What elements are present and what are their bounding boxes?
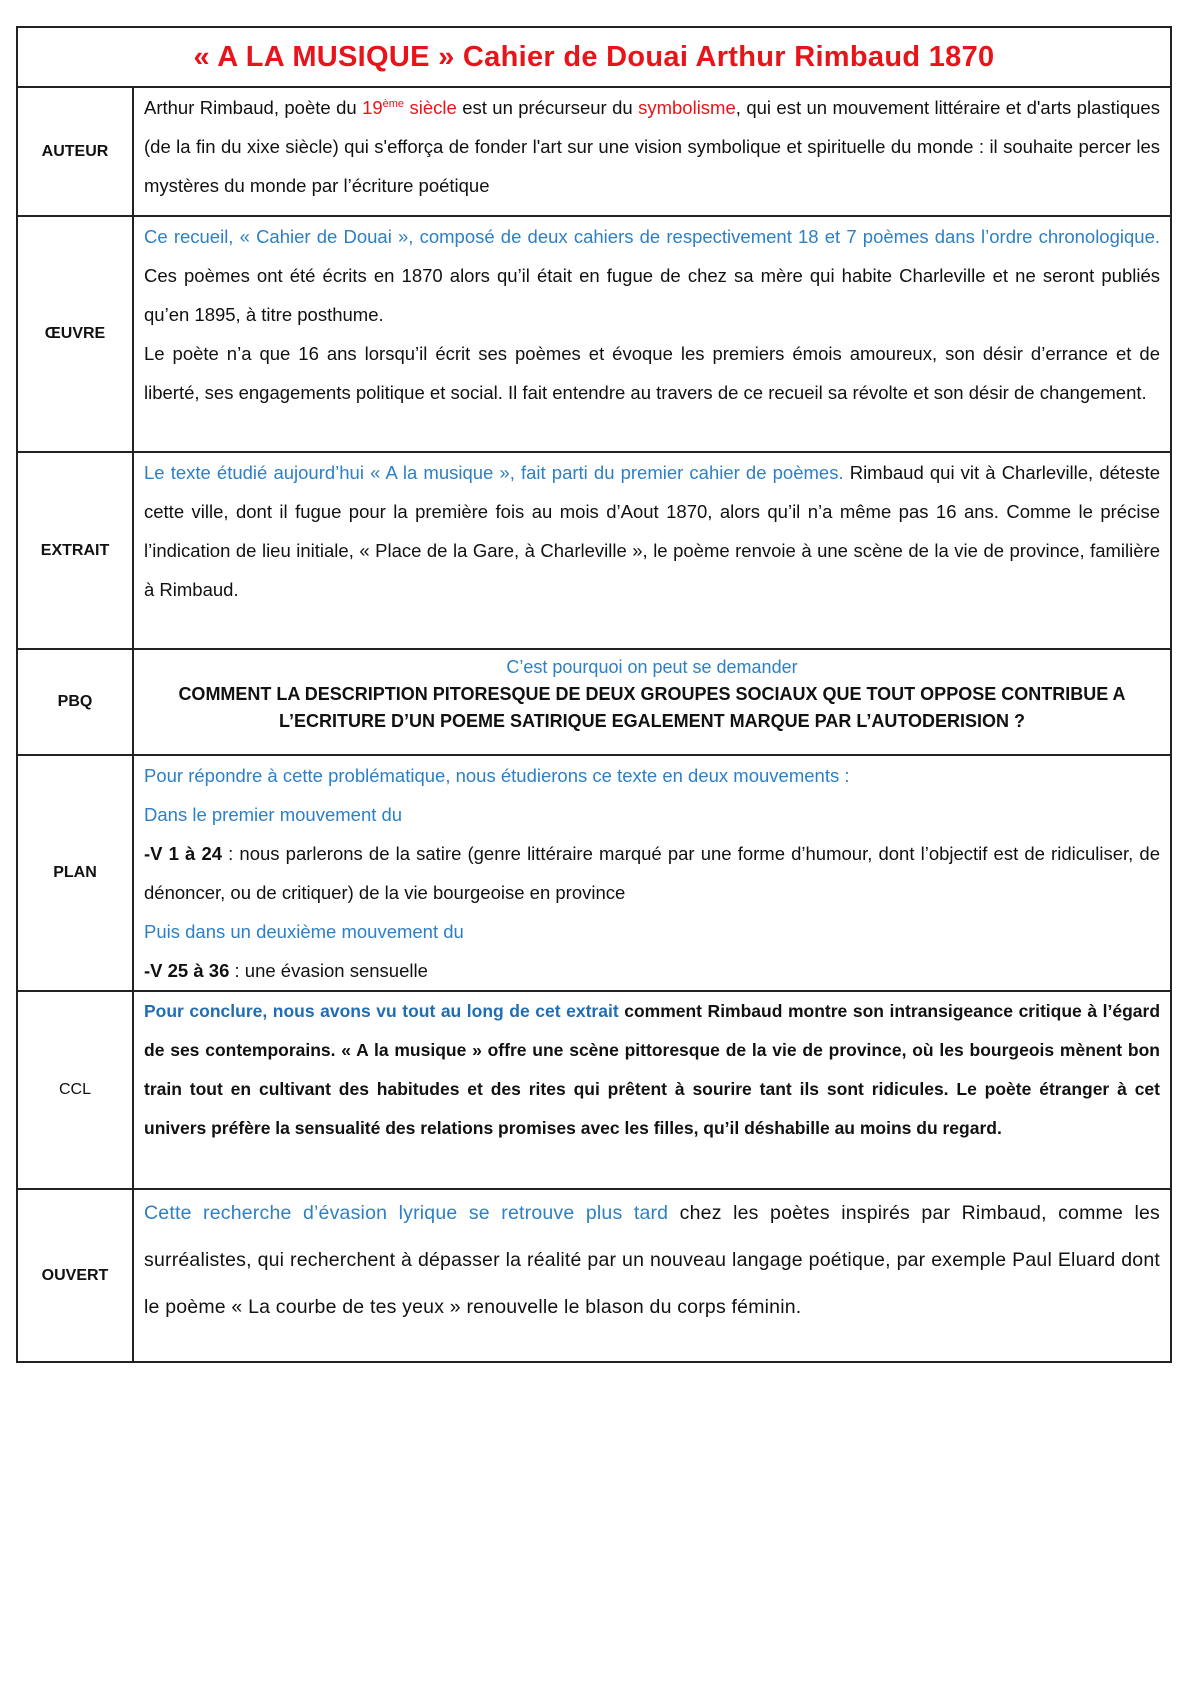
plan-intro: Pour répondre à cette problématique, nous étudierons ce texte en deux mouvements : (144, 765, 850, 786)
row-label-ccl: CCL (18, 992, 134, 1188)
auteur-text-3: , qui est un mouvement littéraire et d'arts plastiques (de la fin du xixe siècle) qui s'efforça de fonder l'art sur une vision symbolique et spirituelle du monde : il souhaite percer les mystères du monde par l’écriture poétique (144, 97, 1160, 196)
row-label-plan: PLAN (18, 756, 134, 990)
plan-mvt2-heading: Puis dans un deuxième mouvement du (144, 921, 464, 942)
oeuvre-text-1: Ces poèmes ont été écrits en 1870 alors qu’il était en fugue de chez sa mère qui habite Charleville et ne seront publiés qu’en 1895, à titre posthume. (144, 265, 1160, 325)
extrait-text-1: Rimbaud qui vit à Charleville, déteste cette ville, dont il fugue pour la première fois au mois d’Aout 1870, alors qu’il n’a même pas 16 ans. Comme le précise l’indication de lieu initiale, « Place de la Gare, à Charleville », le poème renvoie à une scène de la vie de province, familière à Rimbaud. (144, 462, 1161, 600)
plan-mvt2-text: : une évasion sensuelle (229, 960, 428, 981)
row-pbq (18, 650, 1170, 756)
row-oeuvre (18, 217, 1170, 453)
row-content-ouvert (134, 1190, 1170, 1361)
row-content-plan (134, 756, 1170, 990)
pbq-intro: C’est pourquoi on peut se demander (506, 657, 798, 677)
row-label-ouvert: OUVERT (18, 1190, 134, 1361)
oeuvre-text-2: Le poète n’a que 16 ans lorsqu’il écrit ses poèmes et évoque les premiers émois amoureux, son désir d’errance et de liberté, ses engagements politique et social. Il fait entendre au travers de ce recueil sa révolte et son désir de changement. (144, 343, 1160, 403)
plan-mvt1-text: : nous parlerons de la satire (genre littéraire marqué par une forme d’humour, dont l’objectif est de ridiculiser, de dénoncer, ou de critiquer) de la vie bourgeoise en province (144, 843, 1160, 903)
auteur-text-2: est un précurseur du (456, 97, 639, 118)
row-label-auteur: AUTEUR (18, 88, 134, 215)
pbq-question: COMMENT LA DESCRIPTION PITORESQUE DE DEUX GROUPES SOCIAUX QUE TOUT OPPOSE CONTRIBUE A L’ECRITURE D’UN POEME SATIRIQUE EGALEMENT MARQUE PAR L’AUTODERISION ? (178, 684, 1126, 731)
plan-mvt2-verses: -V 25 à 36 (144, 960, 230, 981)
row-label-oeuvre: ŒUVRE (18, 217, 134, 451)
row-extrait (18, 453, 1170, 650)
row-auteur (18, 88, 1170, 217)
row-content-pbq (134, 650, 1170, 754)
extrait-text-blue: Le texte étudié aujourd’hui « A la musique », fait parti du premier cahier de poèmes. (144, 462, 844, 483)
fiche-table (16, 26, 1172, 1363)
row-ccl (18, 992, 1170, 1190)
auteur-century-sup: ème (382, 97, 405, 110)
page-title: « A LA MUSIQUE » Cahier de Douai Arthur Rimbaud 1870 (18, 28, 1170, 88)
row-content-auteur (134, 88, 1170, 215)
row-ouvert (18, 1190, 1170, 1361)
oeuvre-text-blue: Ce recueil, « Cahier de Douai », composé de deux cahiers de respectivement 18 et 7 poèmes dans l’ordre chronologique. (144, 226, 1160, 247)
auteur-text-1: Arthur Rimbaud, poète du (144, 97, 363, 118)
auteur-symbolisme: symbolisme (638, 97, 736, 118)
ouvert-text-blue: Cette recherche d’évasion lyrique se retrouve plus tard (144, 1202, 669, 1224)
row-content-ccl (134, 992, 1170, 1188)
row-content-oeuvre (134, 217, 1170, 451)
ccl-text-1: comment Rimbaud montre son intransigeance critique à l’égard de ses contemporains. « A la musique » offre une scène pittoresque de la vie de province, où les bourgeois mènent bon train tout en cultivant des habitudes et des rites qui prêtent à sourire tant ils sont ridicules. Le poète étranger à cet univers préfère la sensualité des relations promises avec les filles, qu’il déshabille au moins du regard. (144, 1001, 1161, 1138)
ccl-text-blue: Pour conclure, nous avons vu tout au long de cet extrait (144, 1001, 619, 1021)
row-content-extrait (134, 453, 1170, 648)
auteur-century-word: siècle (404, 97, 457, 118)
plan-mvt1-heading: Dans le premier mouvement du (144, 804, 403, 825)
row-plan (18, 756, 1170, 992)
auteur-century: 19 (362, 97, 383, 118)
ouvert-text-1: chez les poètes inspirés par Rimbaud, comme les surréalistes, qui recherchent à dépasser la réalité par un nouveau langage poétique, par exemple Paul Eluard dont le poème « La courbe de tes yeux » renouvelle le blason du corps féminin. (144, 1202, 1160, 1318)
row-label-extrait: EXTRAIT (18, 453, 134, 648)
plan-mvt1-verses: -V 1 à 24 (144, 843, 223, 864)
row-label-pbq: PBQ (18, 650, 134, 754)
